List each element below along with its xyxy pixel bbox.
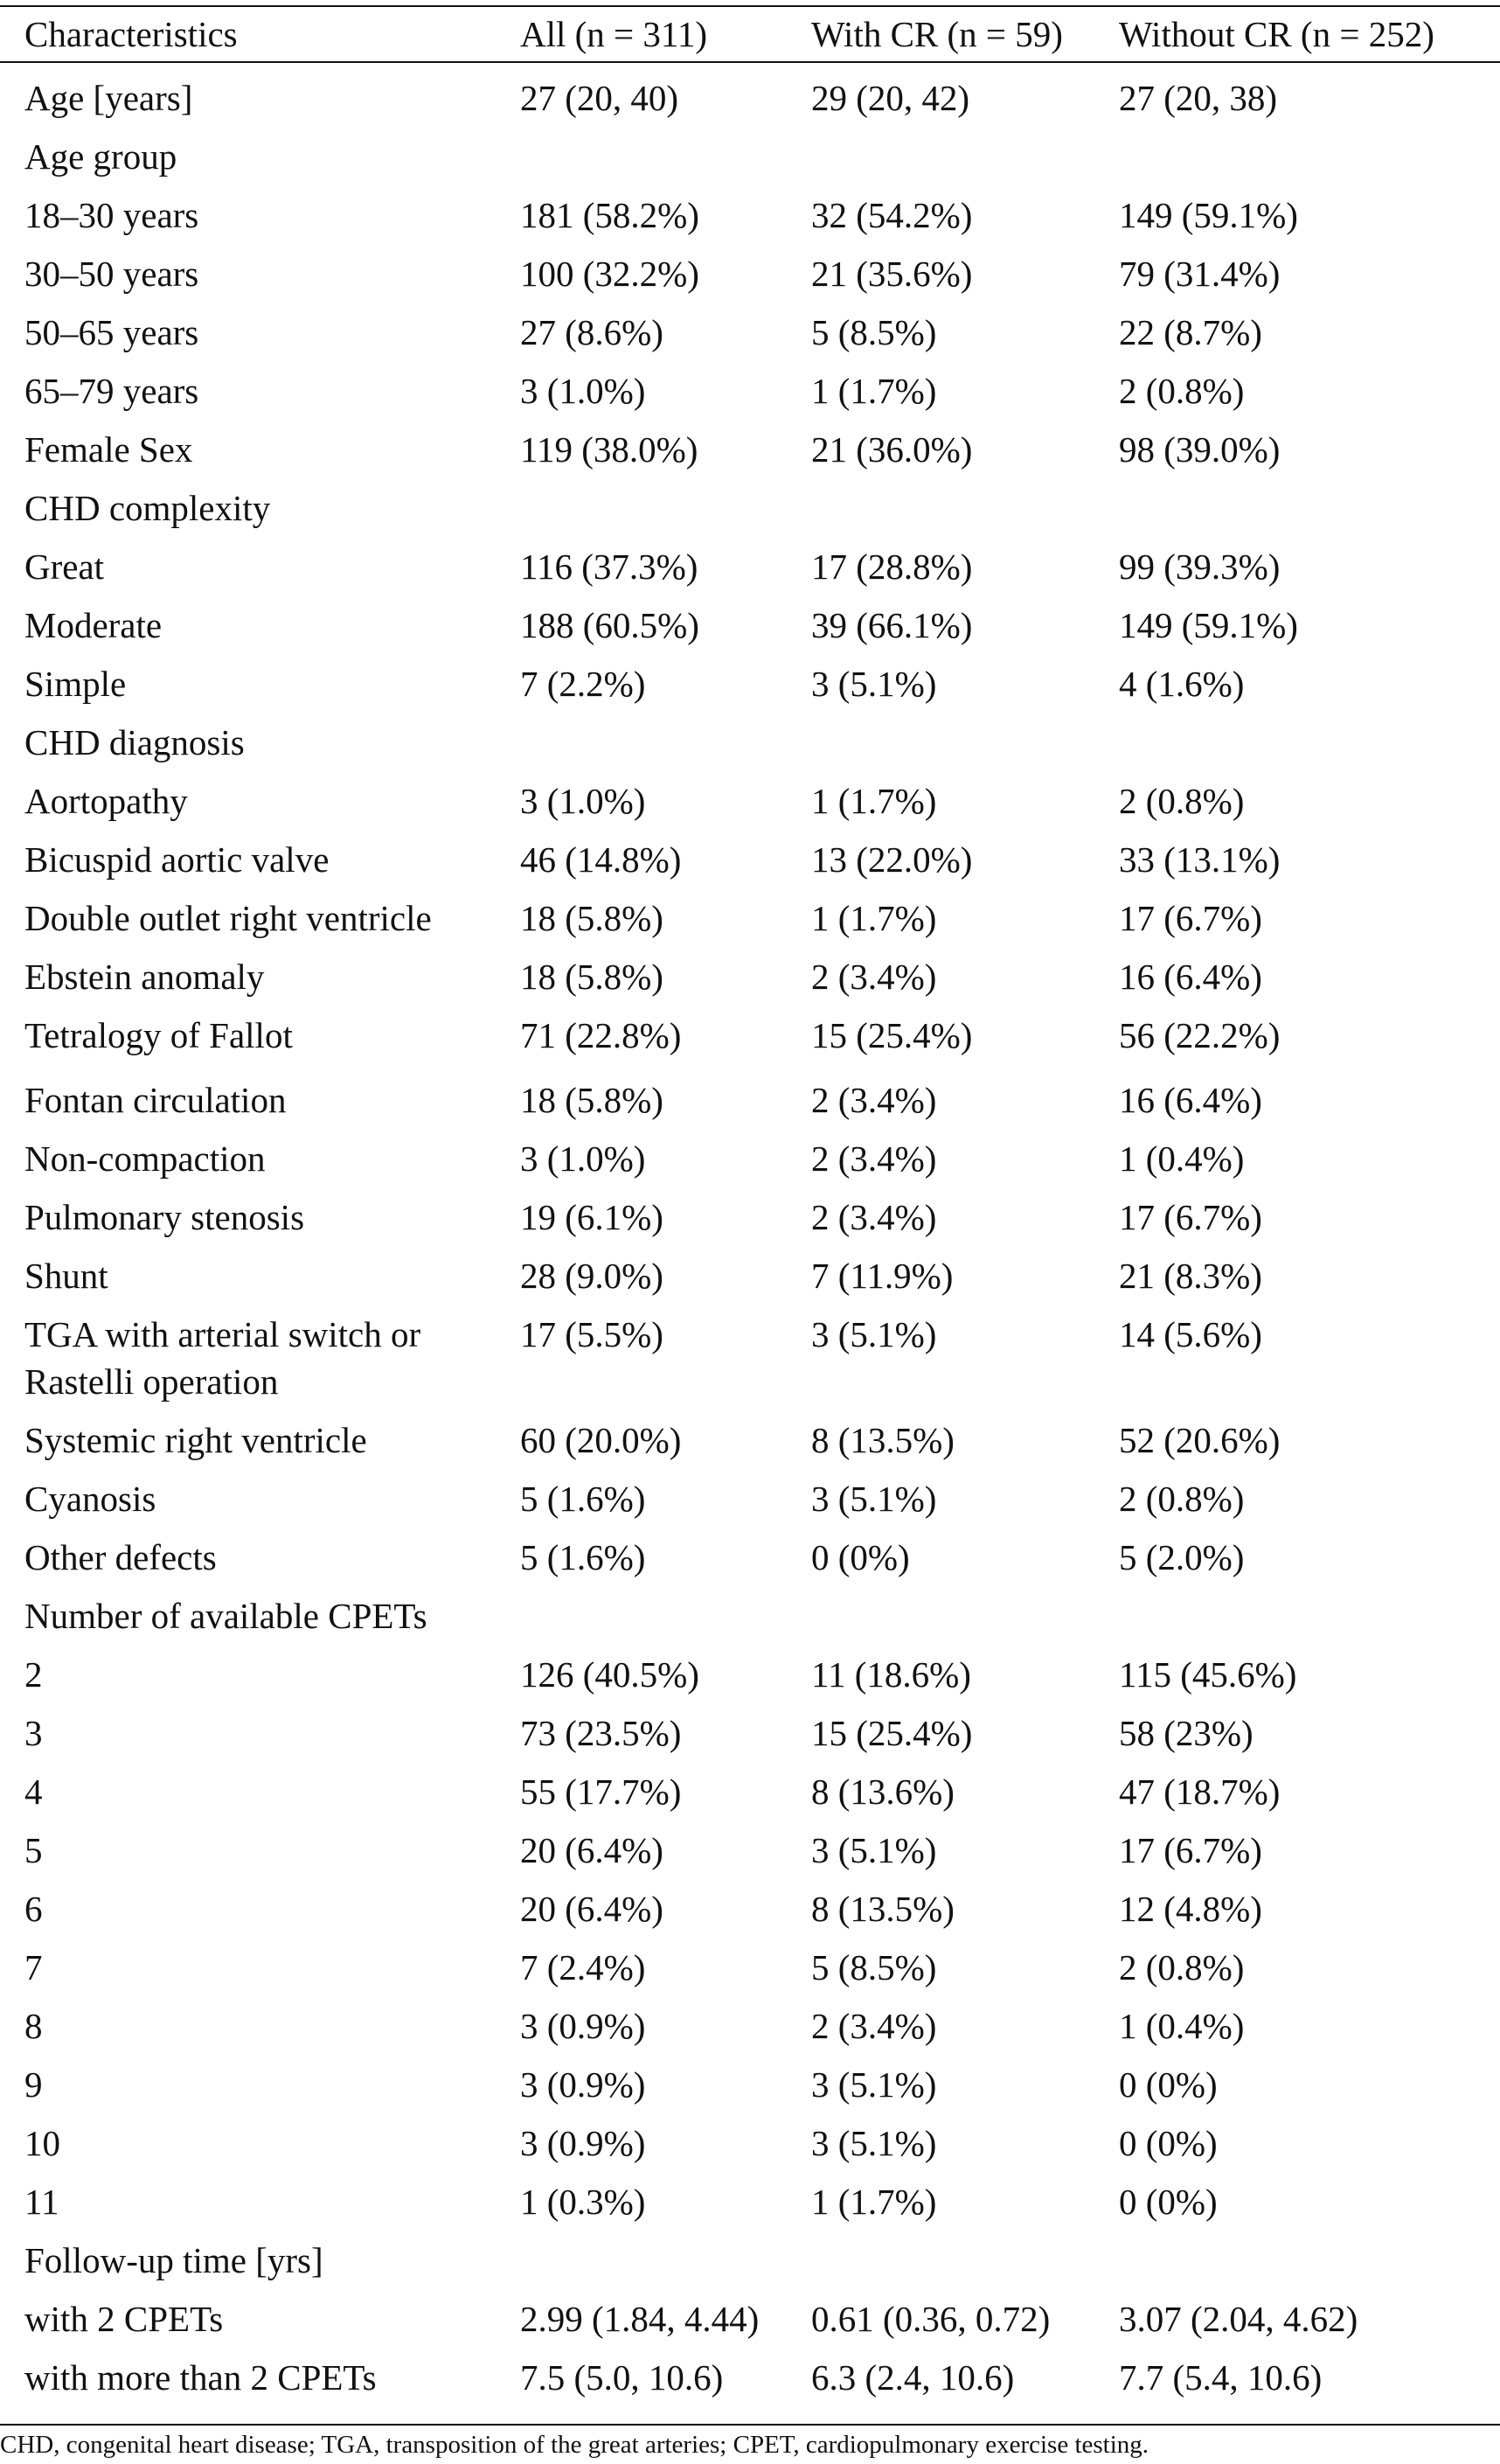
row-with-cr-value: 21 (36.0%) [811, 429, 973, 470]
row-without-cr-value: 47 (18.7%) [1119, 1771, 1281, 1812]
row-label: TGA with arterial switch or [24, 1314, 421, 1354]
row-label: Non-compaction [24, 1138, 266, 1179]
row-without-cr-value: 52 (20.6%) [1119, 1420, 1281, 1460]
row-all-value: 5 (1.6%) [520, 1479, 646, 1519]
row-all-value: 3 (0.9%) [520, 2006, 646, 2046]
row-label: with 2 CPETs [24, 2299, 224, 2339]
row-all-value: 3 (1.0%) [520, 1138, 646, 1179]
row-without-cr-value: 2 (0.8%) [1119, 1479, 1245, 1519]
row-all-value: 3 (0.9%) [520, 2064, 646, 2105]
row-with-cr-value: 2 (3.4%) [811, 1080, 937, 1120]
row-all-value: 116 (37.3%) [520, 546, 698, 587]
row-label: 7 [24, 1947, 43, 1987]
row-without-cr-value: 149 (59.1%) [1119, 605, 1298, 645]
row-with-cr-value: 1 (1.7%) [811, 898, 937, 938]
row-label: Double outlet right ventricle [24, 898, 432, 938]
row-with-cr-value: 2 (3.4%) [811, 957, 937, 997]
row-without-cr-value: 21 (8.3%) [1119, 1256, 1262, 1296]
row-without-cr-value: 14 (5.6%) [1119, 1314, 1262, 1354]
row-all-value: 18 (5.8%) [520, 1080, 663, 1120]
row-with-cr-value: 3 (5.1%) [811, 1479, 937, 1519]
row-without-cr-value: 0 (0%) [1119, 2064, 1218, 2105]
row-label: Tetralogy of Fallot [24, 1015, 293, 1055]
row-all-value: 28 (9.0%) [520, 1256, 663, 1296]
row-with-cr-value: 3 (5.1%) [811, 2123, 937, 2163]
row-all-value: 7 (2.2%) [520, 664, 646, 704]
row-label: Simple [24, 664, 127, 704]
row-label: 8 [24, 2006, 43, 2046]
row-all-value: 27 (20, 40) [520, 78, 679, 118]
row-label: Shunt [24, 1256, 108, 1296]
row-without-cr-value: 115 (45.6%) [1119, 1654, 1297, 1695]
row-with-cr-value: 21 (35.6%) [811, 254, 973, 294]
row-all-value: 119 (38.0%) [520, 429, 698, 470]
row-with-cr-value: 3 (5.1%) [811, 2064, 937, 2105]
row-label: Number of available CPETs [24, 1596, 427, 1636]
row-all-value: 7.5 (5.0, 10.6) [520, 2357, 724, 2398]
row-without-cr-value: 56 (22.2%) [1119, 1015, 1281, 1055]
row-all-value: 60 (20.0%) [520, 1420, 682, 1460]
row-label: Bicuspid aortic valve [24, 839, 330, 880]
row-label: Great [24, 546, 105, 587]
table-top-rule [0, 5, 1500, 7]
row-label: 10 [24, 2123, 60, 2163]
row-label: Ebstein anomaly [24, 957, 265, 997]
row-all-value: 100 (32.2%) [520, 254, 699, 294]
row-with-cr-value: 13 (22.0%) [811, 839, 973, 880]
row-label: 65–79 years [24, 371, 199, 411]
row-all-value: 126 (40.5%) [520, 1654, 699, 1695]
row-without-cr-value: 5 (2.0%) [1119, 1537, 1245, 1577]
row-without-cr-value: 79 (31.4%) [1119, 254, 1281, 294]
row-label: Moderate [24, 605, 163, 645]
row-without-cr-value: 1 (0.4%) [1119, 2006, 1245, 2046]
row-label: with more than 2 CPETs [24, 2357, 377, 2398]
row-without-cr-value: 0 (0%) [1119, 2123, 1218, 2163]
row-with-cr-value: 2 (3.4%) [811, 1197, 937, 1237]
row-label: CHD complexity [24, 488, 271, 528]
row-with-cr-value: 8 (13.5%) [811, 1889, 955, 1929]
row-label: 18–30 years [24, 195, 199, 235]
row-all-value: 18 (5.8%) [520, 957, 663, 997]
row-all-value: 46 (14.8%) [520, 839, 682, 880]
row-with-cr-value: 0.61 (0.36, 0.72) [811, 2299, 1051, 2339]
row-all-value: 3 (1.0%) [520, 781, 646, 821]
row-label: 2 [24, 1654, 43, 1695]
row-without-cr-value: 16 (6.4%) [1119, 1080, 1262, 1120]
row-without-cr-value: 22 (8.7%) [1119, 312, 1262, 352]
row-with-cr-value: 8 (13.6%) [811, 1771, 955, 1812]
row-all-value: 27 (8.6%) [520, 312, 663, 352]
row-label: 30–50 years [24, 254, 199, 294]
row-without-cr-value: 2 (0.8%) [1119, 1947, 1245, 1987]
row-all-value: 5 (1.6%) [520, 1537, 646, 1577]
row-all-value: 73 (23.5%) [520, 1713, 682, 1753]
row-without-cr-value: 7.7 (5.4, 10.6) [1119, 2357, 1323, 2398]
row-label: CHD diagnosis [24, 722, 245, 762]
row-label: Age [years] [24, 78, 193, 118]
row-without-cr-value: 12 (4.8%) [1119, 1889, 1262, 1929]
row-all-value: 18 (5.8%) [520, 898, 663, 938]
row-label: Age group [24, 136, 177, 177]
header-without-cr: Without CR (n = 252) [1119, 14, 1434, 54]
row-label: Rastelli operation [24, 1361, 279, 1402]
row-with-cr-value: 2 (3.4%) [811, 2006, 937, 2046]
row-without-cr-value: 33 (13.1%) [1119, 839, 1281, 880]
table-header-rule [0, 61, 1500, 63]
row-label: 4 [24, 1771, 43, 1812]
row-all-value: 3 (1.0%) [520, 371, 646, 411]
row-label: Aortopathy [24, 781, 188, 821]
row-without-cr-value: 2 (0.8%) [1119, 371, 1245, 411]
row-without-cr-value: 0 (0%) [1119, 2182, 1218, 2222]
row-with-cr-value: 3 (5.1%) [811, 664, 937, 704]
header-with-cr: With CR (n = 59) [811, 14, 1063, 54]
row-all-value: 188 (60.5%) [520, 605, 699, 645]
row-with-cr-value: 11 (18.6%) [811, 1654, 971, 1695]
row-with-cr-value: 3 (5.1%) [811, 1314, 937, 1354]
header-all: All (n = 311) [520, 14, 708, 54]
row-label: Fontan circulation [24, 1080, 287, 1120]
row-label: 6 [24, 1889, 43, 1929]
row-with-cr-value: 5 (8.5%) [811, 312, 937, 352]
row-without-cr-value: 17 (6.7%) [1119, 898, 1262, 938]
row-without-cr-value: 17 (6.7%) [1119, 1197, 1262, 1237]
row-label: 9 [24, 2064, 43, 2105]
row-without-cr-value: 1 (0.4%) [1119, 1138, 1245, 1179]
row-label: 50–65 years [24, 312, 199, 352]
row-all-value: 20 (6.4%) [520, 1830, 663, 1870]
row-all-value: 20 (6.4%) [520, 1889, 663, 1929]
row-without-cr-value: 27 (20, 38) [1119, 78, 1278, 118]
row-all-value: 55 (17.7%) [520, 1771, 682, 1812]
row-with-cr-value: 5 (8.5%) [811, 1947, 937, 1987]
row-without-cr-value: 16 (6.4%) [1119, 957, 1262, 997]
row-label: 11 [24, 2182, 59, 2222]
row-without-cr-value: 4 (1.6%) [1119, 664, 1245, 704]
row-with-cr-value: 1 (1.7%) [811, 371, 937, 411]
row-with-cr-value: 39 (66.1%) [811, 605, 973, 645]
row-with-cr-value: 15 (25.4%) [811, 1713, 973, 1753]
row-with-cr-value: 15 (25.4%) [811, 1015, 973, 1055]
row-with-cr-value: 29 (20, 42) [811, 78, 970, 118]
row-all-value: 181 (58.2%) [520, 195, 699, 235]
row-with-cr-value: 7 (11.9%) [811, 1256, 954, 1296]
row-label: Pulmonary stenosis [24, 1197, 305, 1237]
row-label: Follow-up time [yrs] [24, 2240, 323, 2280]
row-without-cr-value: 2 (0.8%) [1119, 781, 1245, 821]
row-with-cr-value: 6.3 (2.4, 10.6) [811, 2357, 1015, 2398]
row-with-cr-value: 1 (1.7%) [811, 781, 937, 821]
row-with-cr-value: 0 (0%) [811, 1537, 910, 1577]
row-with-cr-value: 32 (54.2%) [811, 195, 973, 235]
row-label: Systemic right ventricle [24, 1420, 367, 1460]
row-with-cr-value: 17 (28.8%) [811, 546, 973, 587]
row-label: Cyanosis [24, 1479, 156, 1519]
table-bottom-rule [0, 2424, 1500, 2426]
row-label: Other defects [24, 1537, 217, 1577]
row-all-value: 19 (6.1%) [520, 1197, 663, 1237]
row-all-value: 2.99 (1.84, 4.44) [520, 2299, 760, 2339]
row-without-cr-value: 98 (39.0%) [1119, 429, 1281, 470]
row-with-cr-value: 1 (1.7%) [811, 2182, 937, 2222]
row-with-cr-value: 8 (13.5%) [811, 1420, 955, 1460]
table-footnote: CHD, congenital heart disease; TGA, transposition of the great arteries; CPET, cardiopulmonary exercise testing. [0, 2431, 1149, 2459]
row-all-value: 7 (2.4%) [520, 1947, 646, 1987]
row-with-cr-value: 2 (3.4%) [811, 1138, 937, 1179]
row-label: 5 [24, 1830, 43, 1870]
row-all-value: 1 (0.3%) [520, 2182, 646, 2222]
row-all-value: 17 (5.5%) [520, 1314, 663, 1354]
row-all-value: 71 (22.8%) [520, 1015, 682, 1055]
row-without-cr-value: 17 (6.7%) [1119, 1830, 1262, 1870]
row-label: 3 [24, 1713, 43, 1753]
row-with-cr-value: 3 (5.1%) [811, 1830, 937, 1870]
header-characteristics: Characteristics [24, 14, 238, 54]
row-label: Female Sex [24, 429, 193, 470]
row-without-cr-value: 58 (23%) [1119, 1713, 1253, 1753]
row-without-cr-value: 99 (39.3%) [1119, 546, 1281, 587]
row-without-cr-value: 3.07 (2.04, 4.62) [1119, 2299, 1358, 2339]
row-all-value: 3 (0.9%) [520, 2123, 646, 2163]
row-without-cr-value: 149 (59.1%) [1119, 195, 1298, 235]
